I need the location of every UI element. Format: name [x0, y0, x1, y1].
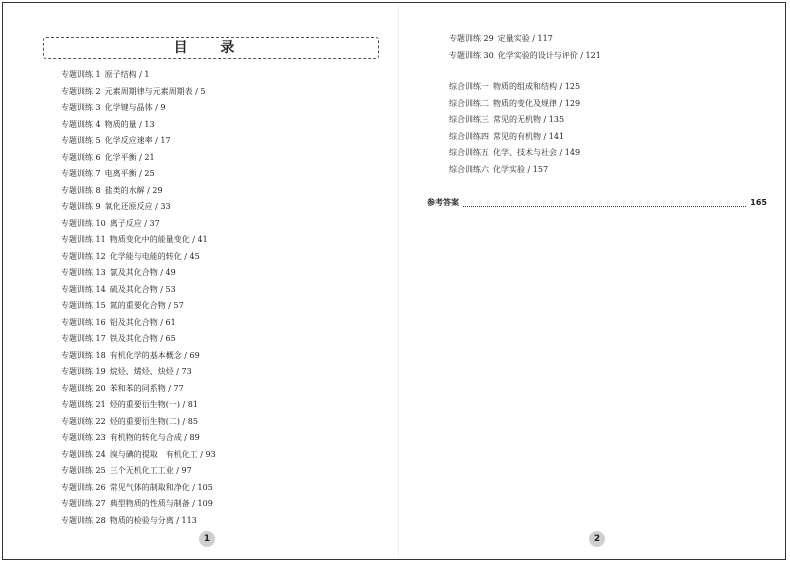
toc-entry-separator: / [577, 50, 586, 60]
toc-entry-name: 电离平衡 [104, 169, 137, 178]
toc-entry-page: 61 [165, 317, 176, 327]
toc-entry-separator: / [189, 235, 198, 244]
toc-entry-separator: / [557, 148, 565, 157]
toc-entry-label: 专题训练 15 [61, 301, 106, 310]
toc-entry-page: 13 [144, 119, 155, 129]
toc-entry-separator: / [181, 350, 190, 360]
toc-entry-name: 烃的重要衍生物(二) [109, 416, 180, 426]
toc-entry[interactable] [61, 496, 216, 513]
toc-entry-page: 17 [160, 136, 171, 145]
left-toc-list [61, 67, 216, 529]
toc-entry[interactable] [61, 232, 216, 249]
toc-entry[interactable] [449, 129, 580, 146]
page-fold [398, 3, 399, 559]
toc-entry[interactable] [449, 96, 580, 113]
toc-entry-separator: / [136, 169, 145, 178]
toc-entry-label: 专题训练 10 [61, 218, 106, 228]
toc-entry-page: 33 [160, 202, 171, 211]
toc-entry-page: 69 [189, 350, 200, 360]
toc-entry-name: 物质的量 [104, 119, 137, 129]
toc-entry-name: 盐类的水解 [104, 185, 145, 195]
answers-page: 165 [750, 198, 767, 207]
toc-entry-separator: / [557, 82, 565, 91]
toc-entry-separator: / [541, 131, 549, 141]
toc-entry[interactable] [61, 84, 216, 101]
toc-entry-name: 烃的重要衍生物(一) [109, 400, 180, 409]
toc-entry-page: 77 [173, 383, 184, 393]
toc-entry-label: 综合训练二 [449, 98, 489, 108]
toc-entry[interactable] [61, 282, 216, 299]
toc-entry-name: 物质的检验与分离 [109, 515, 174, 525]
toc-entry-label: 专题训练 12 [61, 251, 106, 261]
toc-entry-separator: / [157, 268, 166, 277]
toc-entry[interactable] [61, 447, 216, 464]
toc-entry[interactable] [61, 480, 216, 497]
toc-entry-separator: / [165, 383, 174, 393]
toc-entry[interactable] [449, 162, 580, 179]
toc-entry-page: 125 [564, 82, 581, 91]
toc-entry-separator: / [179, 416, 188, 426]
toc-entry-name: 定量实验 [497, 34, 530, 43]
toc-entry-label: 专题训练 14 [61, 284, 106, 294]
toc-entry-label: 专题训练 4 [61, 119, 101, 129]
toc-entry[interactable] [449, 112, 580, 129]
toc-entry-name: 常见气体的制取和净化 [109, 482, 190, 492]
toc-entry-label: 专题训练 3 [61, 103, 101, 112]
toc-entry-label: 专题训练 7 [61, 169, 101, 178]
leader-dots [463, 199, 746, 207]
toc-entry[interactable] [61, 348, 216, 365]
toc-entry[interactable] [61, 414, 216, 431]
toc-entry-separator: / [173, 515, 182, 525]
toc-entry-page: 89 [189, 433, 200, 442]
toc-entry-name: 化学反应速率 [104, 136, 153, 145]
toc-entry-page: 141 [548, 131, 565, 141]
toc-entry[interactable] [61, 117, 216, 134]
toc-entry-separator: / [181, 433, 190, 442]
toc-entry-label: 综合训练五 [449, 148, 489, 157]
toc-entry-page: 65 [165, 334, 176, 343]
toc-entry-separator: / [173, 466, 182, 475]
answers-label: 参考答案 [427, 198, 459, 207]
toc-entry[interactable] [61, 216, 216, 233]
toc-entry-separator: / [173, 367, 182, 376]
toc-entry-separator: / [179, 400, 188, 409]
toc-entry[interactable] [449, 145, 580, 162]
toc-entry-label: 专题训练 18 [61, 350, 106, 360]
toc-entry-label: 专题训练 9 [61, 202, 101, 211]
toc-entry-label: 综合训练六 [449, 164, 489, 174]
toc-entry-page: 41 [197, 235, 208, 244]
toc-entry[interactable] [61, 100, 216, 117]
toc-entry-page: 97 [181, 466, 192, 475]
toc-entry-separator: / [136, 152, 145, 162]
toc-entry-name: 化学实验的设计与评价 [497, 50, 578, 60]
toc-entry-page: 45 [189, 251, 200, 261]
toc-entry[interactable] [61, 298, 216, 315]
page-number-left: 1 [199, 531, 215, 547]
toc-entry-label: 专题训练 30 [449, 50, 494, 60]
toc-entry-name: 物质的组成和结构 [493, 82, 557, 91]
toc-entry-page: 73 [181, 367, 192, 376]
toc-entry-separator: / [541, 115, 549, 124]
toc-entry-label: 专题训练 1 [61, 70, 101, 79]
toc-entry-separator: / [152, 136, 161, 145]
toc-entry[interactable] [61, 166, 216, 183]
toc-entry-page: 157 [532, 164, 549, 174]
toc-entry-separator: / [152, 202, 161, 211]
toc-entry-separator: / [136, 70, 145, 79]
right-toc-list [449, 31, 601, 64]
toc-entry-name: 苯和苯的同系物 [109, 383, 166, 393]
toc-entry-label: 综合训练三 [449, 115, 489, 124]
toc-entry-page: 53 [165, 284, 176, 294]
toc-entry-name: 典型物质的性质与制备 [109, 499, 190, 508]
toc-entry-page: 57 [173, 301, 184, 310]
comprehensive-toc-list [449, 79, 580, 178]
toc-entry[interactable] [449, 31, 601, 48]
toc-entry-label: 专题训练 8 [61, 185, 101, 195]
toc-entry-separator: / [189, 499, 198, 508]
toc-entry-separator: / [157, 334, 166, 343]
toc-entry[interactable] [61, 331, 216, 348]
toc-entry-page: 121 [585, 50, 601, 60]
toc-entry-page: 37 [149, 218, 160, 228]
toc-entry-name: 氯及其化合物 [109, 268, 158, 277]
toc-entry-separator: / [557, 98, 565, 108]
toc-title: 目 录 [43, 37, 379, 59]
toc-entry-page: 149 [564, 148, 581, 157]
toc-entry-label: 专题训练 17 [61, 334, 106, 343]
toc-entry-separator: / [144, 185, 153, 195]
toc-entry-name: 氮的重要化合物 [109, 301, 166, 310]
toc-entry-label: 专题训练 5 [61, 136, 101, 145]
toc-entry-label: 专题训练 22 [61, 416, 106, 426]
toc-entry-name: 有机物的转化与合成 [109, 433, 182, 442]
toc-entry-label: 专题训练 27 [61, 499, 106, 508]
toc-entry-page: 81 [187, 400, 198, 409]
toc-entry-name: 常见的无机物 [493, 115, 541, 124]
toc-entry-name: 溴与碘的提取 有机化工 [109, 449, 198, 459]
toc-entry-label: 专题训练 28 [61, 515, 106, 525]
toc-entry-label: 专题训练 16 [61, 317, 106, 327]
toc-entry-label: 综合训练一 [449, 82, 489, 91]
toc-entry-label: 专题训练 6 [61, 152, 101, 162]
toc-entry-page: 85 [187, 416, 198, 426]
toc-entry-separator: / [529, 34, 538, 43]
toc-entry-page: 21 [144, 152, 155, 162]
toc-entry[interactable] [61, 364, 216, 381]
toc-entry[interactable] [61, 67, 216, 84]
toc-entry[interactable] [61, 513, 216, 530]
toc-entry-name: 化学能与电能的转化 [109, 251, 182, 261]
toc-entry-name: 元素周期律与元素周期表 [104, 86, 193, 96]
toc-entry-name: 常见的有机物 [493, 131, 541, 141]
toc-entry[interactable] [61, 183, 216, 200]
toc-entry-page: 29 [152, 185, 163, 195]
toc-entry-label: 专题训练 24 [61, 449, 106, 459]
toc-entry-separator: / [141, 218, 150, 228]
toc-entry-page: 49 [165, 268, 176, 277]
toc-entry-name: 化学键与晶体 [104, 103, 153, 112]
toc-entry-label: 专题训练 2 [61, 86, 101, 96]
toc-entry-separator: / [157, 317, 166, 327]
toc-entry-name: 化学实验 [493, 164, 525, 174]
toc-entry-name: 硫及其化合物 [109, 284, 158, 294]
toc-entry-label: 专题训练 23 [61, 433, 106, 442]
toc-entry[interactable] [449, 79, 580, 96]
toc-entry-page: 113 [181, 515, 197, 525]
toc-entry-separator: / [189, 482, 198, 492]
toc-entry-separator: / [152, 103, 161, 112]
toc-entry[interactable] [61, 249, 216, 266]
toc-entry-name: 物质变化中的能量变化 [109, 235, 190, 244]
toc-entry[interactable] [61, 315, 216, 332]
toc-entry[interactable] [449, 48, 601, 65]
toc-entry-label: 专题训练 29 [449, 34, 494, 43]
toc-entry[interactable] [61, 265, 216, 282]
toc-entry-name: 原子结构 [104, 70, 137, 79]
toc-entry-page: 105 [197, 482, 213, 492]
toc-entry-separator: / [181, 251, 190, 261]
toc-entry-page: 117 [537, 34, 553, 43]
toc-entry-label: 专题训练 20 [61, 383, 106, 393]
toc-entry-page: 109 [197, 499, 213, 508]
toc-entry-name: 氧化还原反应 [104, 202, 153, 211]
book-spread [2, 2, 786, 560]
toc-entry[interactable] [61, 463, 216, 480]
toc-entry-page: 9 [160, 103, 166, 112]
toc-entry[interactable] [61, 133, 216, 150]
toc-entry-label: 专题训练 19 [61, 367, 106, 376]
answers-entry[interactable] [427, 197, 767, 209]
toc-entry[interactable] [61, 397, 216, 414]
toc-entry-label: 专题训练 21 [61, 400, 106, 409]
toc-entry-separator: / [192, 86, 201, 96]
toc-entry-name: 物质的变化及规律 [493, 98, 557, 108]
toc-entry-label: 专题训练 25 [61, 466, 106, 475]
toc-entry-page: 5 [200, 86, 206, 96]
toc-entry-name: 铁及其化合物 [109, 334, 158, 343]
toc-entry-name: 离子反应 [109, 218, 142, 228]
toc-entry-page: 129 [564, 98, 581, 108]
toc-entry-name: 三个无机化工工业 [109, 466, 174, 475]
toc-entry-label: 专题训练 26 [61, 482, 106, 492]
toc-entry[interactable] [61, 381, 216, 398]
toc-entry-name: 化学平衡 [104, 152, 137, 162]
toc-entry[interactable] [61, 199, 216, 216]
toc-entry[interactable] [61, 430, 216, 447]
toc-entry-label: 综合训练四 [449, 131, 489, 141]
toc-entry-separator: / [157, 284, 166, 294]
toc-entry-separator: / [525, 164, 533, 174]
toc-entry-name: 化学、技术与社会 [493, 148, 557, 157]
page-number-right: 2 [589, 531, 605, 547]
toc-entry-label: 专题训练 13 [61, 268, 106, 277]
toc-entry-name: 铝及其化合物 [109, 317, 158, 327]
toc-entry-page: 93 [205, 449, 216, 459]
toc-entry-label: 专题训练 11 [61, 235, 106, 244]
toc-entry-page: 135 [548, 115, 565, 124]
toc-entry-page: 25 [144, 169, 155, 178]
toc-entry-page: 1 [144, 70, 150, 79]
toc-entry-name: 烷烃、烯烃、炔烃 [109, 367, 174, 376]
toc-entry-separator: / [165, 301, 174, 310]
toc-entry-separator: / [136, 119, 145, 129]
toc-entry[interactable] [61, 150, 216, 167]
toc-entry-separator: / [197, 449, 206, 459]
toc-entry-name: 有机化学的基本概念 [109, 350, 182, 360]
